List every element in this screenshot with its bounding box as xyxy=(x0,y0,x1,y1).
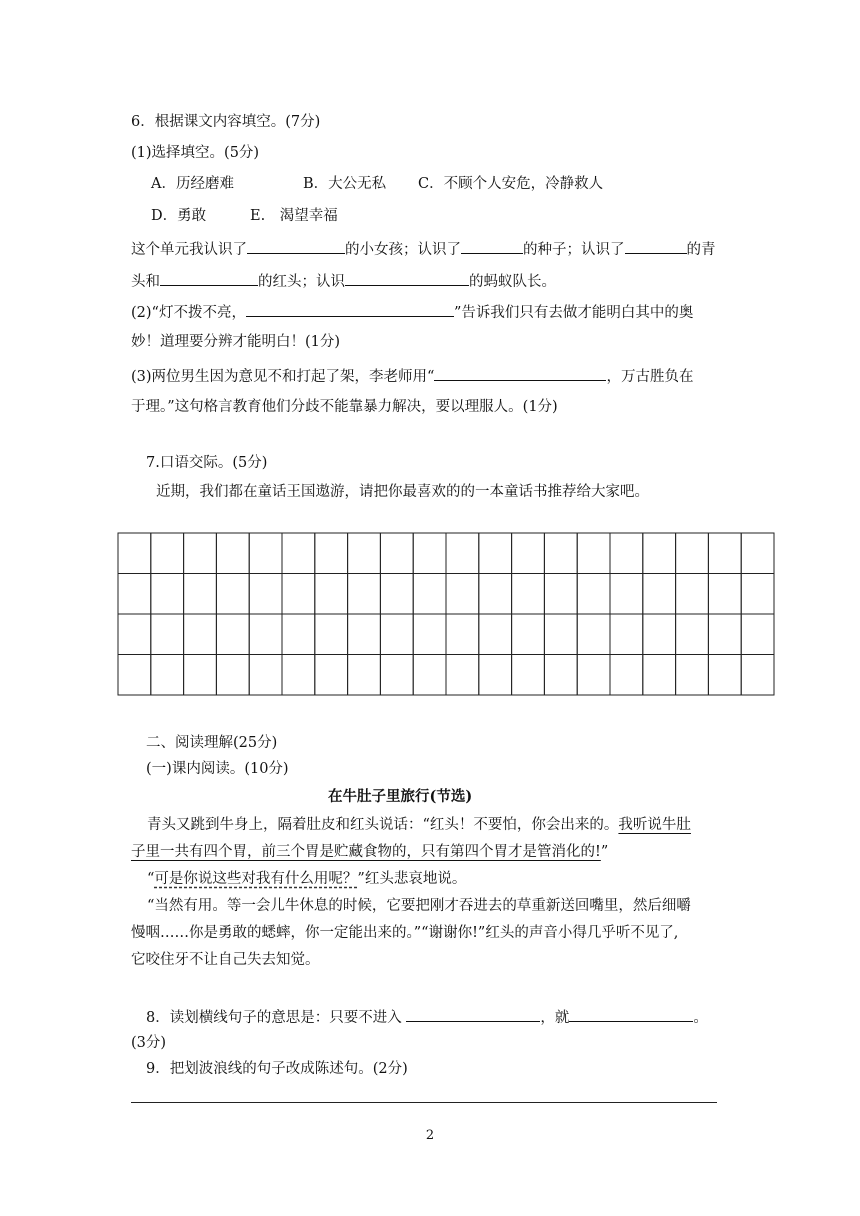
q8-text-3: 。 xyxy=(693,1010,708,1026)
grid-cell[interactable] xyxy=(479,574,512,615)
p1-text-a: 青头又跳到牛身上，隔着肚皮和红头说话：“红头！不要怕，你会出来的。 xyxy=(147,817,619,833)
grid-cell[interactable] xyxy=(643,655,676,696)
option-c: C．不顾个人安危，冷静救人 xyxy=(418,176,604,192)
q6-sub2-text-1: (2)“灯不拨不亮， xyxy=(131,305,246,321)
blank-girl[interactable] xyxy=(247,238,345,254)
q8-text-1: 8．读划横线句子的意思是：只要不进入 xyxy=(146,1010,402,1026)
q6-line1-text-1: 这个单元我认识了 xyxy=(131,242,247,258)
grid-cell[interactable] xyxy=(676,574,709,615)
blank-proverb-1[interactable] xyxy=(246,301,454,317)
grid-cell[interactable] xyxy=(446,574,479,615)
grid-cell[interactable] xyxy=(118,655,151,696)
p1-text-d: ” xyxy=(600,844,609,860)
grid-cell[interactable] xyxy=(216,533,249,574)
grid-cell[interactable] xyxy=(544,614,577,655)
q6-sub2 xyxy=(131,301,693,323)
blank-qingtou[interactable] xyxy=(625,238,687,254)
grid-cell[interactable] xyxy=(577,614,610,655)
grid-cell[interactable] xyxy=(282,574,315,615)
q6-line1-text-4: 的青 xyxy=(686,242,716,258)
q7-heading: 7.口语交际。(5分) xyxy=(146,455,268,471)
grid-cell[interactable] xyxy=(512,614,545,655)
grid-cell[interactable] xyxy=(413,655,446,696)
p2-wavy-sentence: 可是你说这些对我有什么用呢？ xyxy=(154,871,358,887)
grid-cell[interactable] xyxy=(249,614,282,655)
q6-line1-text-2: 的小女孩；认识了 xyxy=(345,242,461,258)
q6-sub3-text-1: (3)两位男生因为意见不和打起了架，李老师用“ xyxy=(131,369,435,385)
blank-ant-captain[interactable] xyxy=(345,270,469,286)
grid-cell[interactable] xyxy=(380,655,413,696)
grid-cell[interactable] xyxy=(216,574,249,615)
blank-seed[interactable] xyxy=(461,238,523,254)
grid-cell[interactable] xyxy=(708,655,741,696)
blank-proverb-2[interactable] xyxy=(434,365,606,381)
grid-cell[interactable] xyxy=(512,574,545,615)
q6-sub2-text-2: ”告诉我们只有去做才能明白其中的奥 xyxy=(453,305,694,321)
grid-cell[interactable] xyxy=(577,533,610,574)
grid-cell[interactable] xyxy=(544,574,577,615)
grid-cell[interactable] xyxy=(643,533,676,574)
grid-cell[interactable] xyxy=(577,574,610,615)
grid-cell[interactable] xyxy=(643,574,676,615)
grid-cell[interactable] xyxy=(610,614,643,655)
grid-cell[interactable] xyxy=(249,533,282,574)
q6-sub1-heading: (1)选择填空。(5分) xyxy=(131,145,260,161)
grid-cell[interactable] xyxy=(118,533,151,574)
grid-cell[interactable] xyxy=(741,533,774,574)
q7-prompt: 近期，我们都在童话王国遨游，请把你最喜欢的的一本童话书推荐给大家吧。 xyxy=(156,484,649,500)
q9-answer-line[interactable] xyxy=(131,1102,717,1103)
q8-line xyxy=(146,1006,708,1028)
option-d: D．勇敢 xyxy=(151,208,207,224)
grid-cell[interactable] xyxy=(151,655,184,696)
grid-cell[interactable] xyxy=(413,574,446,615)
part1-heading: (一)课内阅读。(10分) xyxy=(146,761,289,777)
grid-cell[interactable] xyxy=(479,614,512,655)
grid-cell[interactable] xyxy=(610,533,643,574)
option-e: E. 渴望幸福 xyxy=(250,208,338,224)
q8-text-2: ，就 xyxy=(540,1010,570,1026)
grid-cell[interactable] xyxy=(348,614,381,655)
grid-cell[interactable] xyxy=(544,655,577,696)
grid-cell[interactable] xyxy=(151,574,184,615)
q6-line1-text-3: 的种子；认识了 xyxy=(523,242,625,258)
q6-sub2-cont: 妙！道理要分辨才能明白！(1分) xyxy=(131,334,341,350)
grid-cell[interactable] xyxy=(741,614,774,655)
section2-heading: 二、阅读理解(25分) xyxy=(146,735,278,751)
grid-cell[interactable] xyxy=(544,533,577,574)
grid-cell[interactable] xyxy=(413,614,446,655)
grid-cell[interactable] xyxy=(446,533,479,574)
grid-cell[interactable] xyxy=(184,533,217,574)
grid-cell[interactable] xyxy=(315,614,348,655)
grid-cell[interactable] xyxy=(282,655,315,696)
grid-cell[interactable] xyxy=(413,533,446,574)
grid-cell[interactable] xyxy=(512,533,545,574)
option-b: B．大公无私 xyxy=(303,176,387,192)
grid-cell[interactable] xyxy=(446,614,479,655)
passage-p2 xyxy=(147,869,466,889)
passage-p3-line2: 慢咽……你是勇敢的蟋蟀，你一定能出来的。”“谢谢你!”红头的声音小得几乎听不见了, xyxy=(131,925,679,941)
grid-cell[interactable] xyxy=(151,614,184,655)
q6-fill-line-1 xyxy=(131,238,716,260)
grid-cell[interactable] xyxy=(151,533,184,574)
grid-cell[interactable] xyxy=(348,574,381,615)
grid-cell[interactable] xyxy=(216,614,249,655)
grid-cell[interactable] xyxy=(643,614,676,655)
passage-title: 在牛肚子里旅行(节选) xyxy=(328,788,473,805)
q6-sub3 xyxy=(131,365,693,387)
grid-cell[interactable] xyxy=(512,655,545,696)
page-number: 2 xyxy=(425,1128,435,1143)
grid-cell[interactable] xyxy=(676,533,709,574)
grid-cell[interactable] xyxy=(282,533,315,574)
grid-cell[interactable] xyxy=(741,574,774,615)
grid-cell[interactable] xyxy=(479,533,512,574)
grid-cell[interactable] xyxy=(741,655,774,696)
grid-cell[interactable] xyxy=(708,574,741,615)
grid-cell[interactable] xyxy=(380,614,413,655)
blank-q8-2[interactable] xyxy=(569,1006,693,1022)
q6-line2-text-2: 的红头；认识 xyxy=(258,274,345,290)
q9-heading: 9．把划波浪线的句子改成陈述句。(2分) xyxy=(146,1061,408,1077)
p1-underlined-b: 子里一共有四个胃，前三个胃是贮藏食物的，只有第四个胃才是管消化的! xyxy=(131,844,601,860)
q6-line2-text-1: 头和 xyxy=(131,274,160,290)
q6-fill-line-2 xyxy=(131,270,556,292)
grid-cell[interactable] xyxy=(380,574,413,615)
grid-cell[interactable] xyxy=(676,614,709,655)
grid-cell[interactable] xyxy=(610,655,643,696)
grid-cell[interactable] xyxy=(184,655,217,696)
grid-cell[interactable] xyxy=(282,614,315,655)
passage-p1-line2 xyxy=(131,842,608,862)
grid-cell[interactable] xyxy=(577,655,610,696)
grid-cell[interactable] xyxy=(315,533,348,574)
grid-cell[interactable] xyxy=(479,655,512,696)
p2-text-a: “ xyxy=(147,871,155,887)
grid-cell[interactable] xyxy=(216,655,249,696)
grid-cell[interactable] xyxy=(446,655,479,696)
passage-p3-line3: 它咬住牙不让自己失去知觉。 xyxy=(131,952,320,968)
p2-text-c: ”红头悲哀地说。 xyxy=(357,871,467,887)
p1-underlined-a: 我听说牛肚 xyxy=(618,817,691,833)
grid-cell[interactable] xyxy=(348,655,381,696)
option-a: A．历经磨难 xyxy=(151,176,234,192)
passage-p1-line1 xyxy=(147,815,691,835)
grid-cell[interactable] xyxy=(249,574,282,615)
grid-cell[interactable] xyxy=(315,655,348,696)
grid-cell[interactable] xyxy=(315,574,348,615)
grid-cell[interactable] xyxy=(118,614,151,655)
blank-q8-1[interactable] xyxy=(406,1006,540,1022)
passage-p3-line1: “当然有用。等一会儿牛休息的时候，它要把刚才吞进去的草重新送回嘴里，然后细嚼 xyxy=(147,898,691,914)
writing-grid[interactable] xyxy=(117,532,775,696)
grid-cell[interactable] xyxy=(610,574,643,615)
grid-cell[interactable] xyxy=(348,533,381,574)
grid-cell[interactable] xyxy=(380,533,413,574)
q6-sub3-text-2: ，万古胜负在 xyxy=(606,369,694,385)
q6-line2-text-3: 的蚂蚁队长。 xyxy=(469,274,556,290)
grid-cell[interactable] xyxy=(184,574,217,615)
q6-heading: 6．根据课文内容填空。(7分) xyxy=(131,114,321,130)
q8-points: (3分) xyxy=(131,1035,167,1051)
grid-cell[interactable] xyxy=(708,614,741,655)
grid-cell[interactable] xyxy=(184,614,217,655)
blank-hongtou[interactable] xyxy=(160,270,258,286)
grid-cell[interactable] xyxy=(249,655,282,696)
grid-cell[interactable] xyxy=(118,574,151,615)
grid-cell[interactable] xyxy=(708,533,741,574)
grid-cell[interactable] xyxy=(676,655,709,696)
q6-sub3-cont: 于理。”这句格言教育他们分歧不能靠暴力解决，要以理服人。(1分) xyxy=(131,399,558,415)
